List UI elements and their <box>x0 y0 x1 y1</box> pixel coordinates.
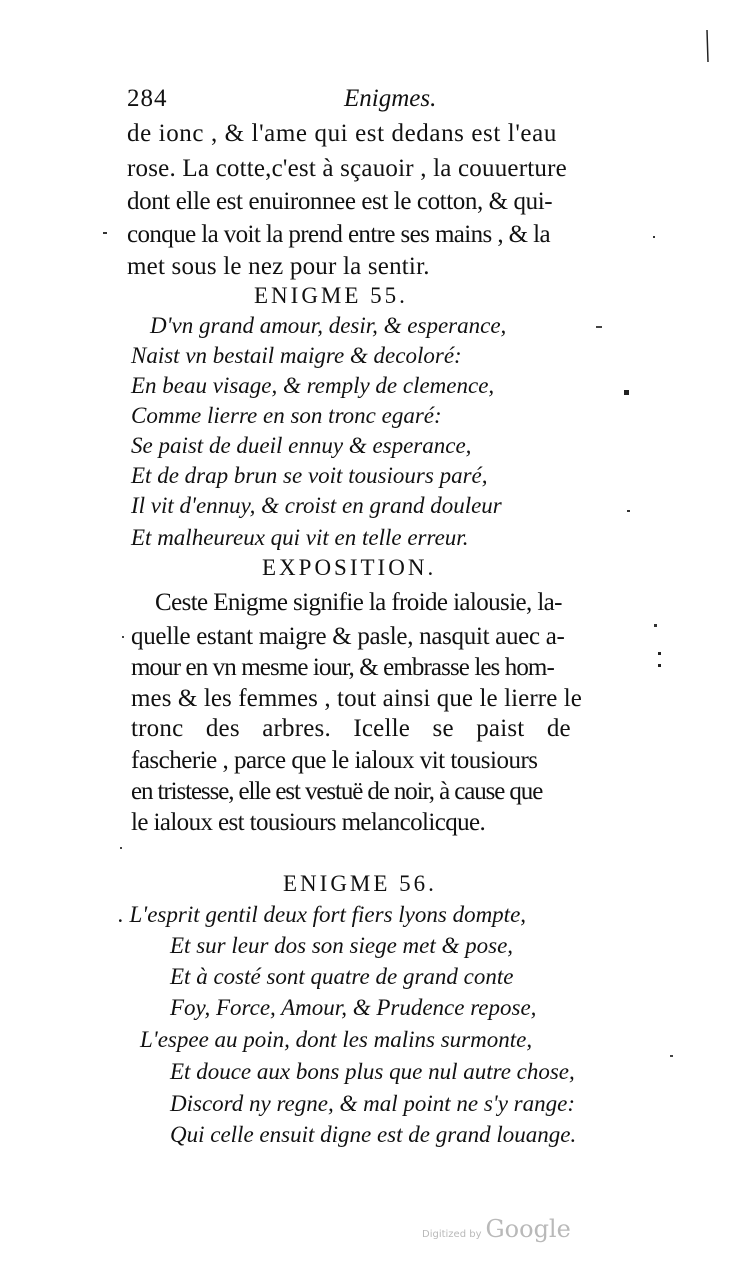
verse-line: Discord ny regne, & mal point ne s'y range: <box>170 1091 576 1116</box>
text-line: mes & les femmes , tout ainsi que le lierre le <box>131 685 582 712</box>
section-heading: ENIGME 55. <box>254 283 408 308</box>
watermark-prefix: Digitized by <box>422 1229 482 1240</box>
google-watermark <box>422 1215 571 1243</box>
text-line: rose. La cotte,c'est à sçauoir , la couuerture <box>127 155 567 182</box>
verse-line: D'vn grand amour, desir, & esperance, <box>150 313 507 338</box>
text-line: met sous le nez pour la sentir. <box>127 253 430 280</box>
google-logo: Google <box>485 1215 571 1243</box>
verse-line: L'espee au poin, dont les malins surmonte, <box>140 1027 533 1052</box>
verse-line: . L'esprit gentil deux fort fiers lyons dompte, <box>118 902 527 927</box>
verse-line: Naist vn bestail maigre & decoloré: <box>131 343 462 368</box>
running-title: Enigmes. <box>344 85 437 112</box>
verse-line: En beau visage, & remply de clemence, <box>131 373 495 398</box>
page-number: 284 <box>127 85 168 112</box>
text-line: tronc des arbres. Icelle se paist de <box>131 715 571 742</box>
text-line: quelle estant maigre & pasle, nasquit auec a- <box>131 623 565 650</box>
text-line: en tristesse, elle est vestuë de noir, à cause que <box>131 778 543 805</box>
text-line: mour en vn mesme iour, & embrasse les hom- <box>131 654 554 681</box>
text-line: conque la voit la prend entre ses mains , & la <box>127 221 550 248</box>
verse-line: Se paist de dueil ennuy & esperance, <box>131 433 472 458</box>
section-heading: EXPOSITION. <box>262 555 437 580</box>
verse-line: Et à costé sont quatre de grand conte <box>170 964 514 989</box>
text-line: dont elle est enuironnee est le cotton, & qui- <box>127 188 553 215</box>
verse-line: Qui celle ensuit digne est de grand louange. <box>170 1122 577 1147</box>
text-line: Ceste Enigme signifie la froide ialousie, la- <box>155 589 562 616</box>
verse-line: Et douce aux bons plus que nul autre chose, <box>170 1059 575 1084</box>
verse-line: Foy, Force, Amour, & Prudence repose, <box>170 995 537 1020</box>
verse-line: Comme lierre en son tronc egaré: <box>131 403 442 428</box>
section-heading: ENIGME 56. <box>283 871 437 896</box>
verse-line: Et malheureux qui vit en telle erreur. <box>131 525 469 550</box>
text-line: fascherie , parce que le ialoux vit tousiours <box>131 747 538 774</box>
verse-line: Il vit d'ennuy, & croist en grand douleur <box>131 493 502 518</box>
text-line: le ialoux est tousiours melancolicque. <box>131 809 486 836</box>
text-line: de ionc , & l'ame qui est dedans est l'eau <box>127 120 557 147</box>
verse-line: Et sur leur dos son siege met & pose, <box>170 933 514 958</box>
verse-line: Et de drap brun se voit tousiours paré, <box>131 463 488 488</box>
